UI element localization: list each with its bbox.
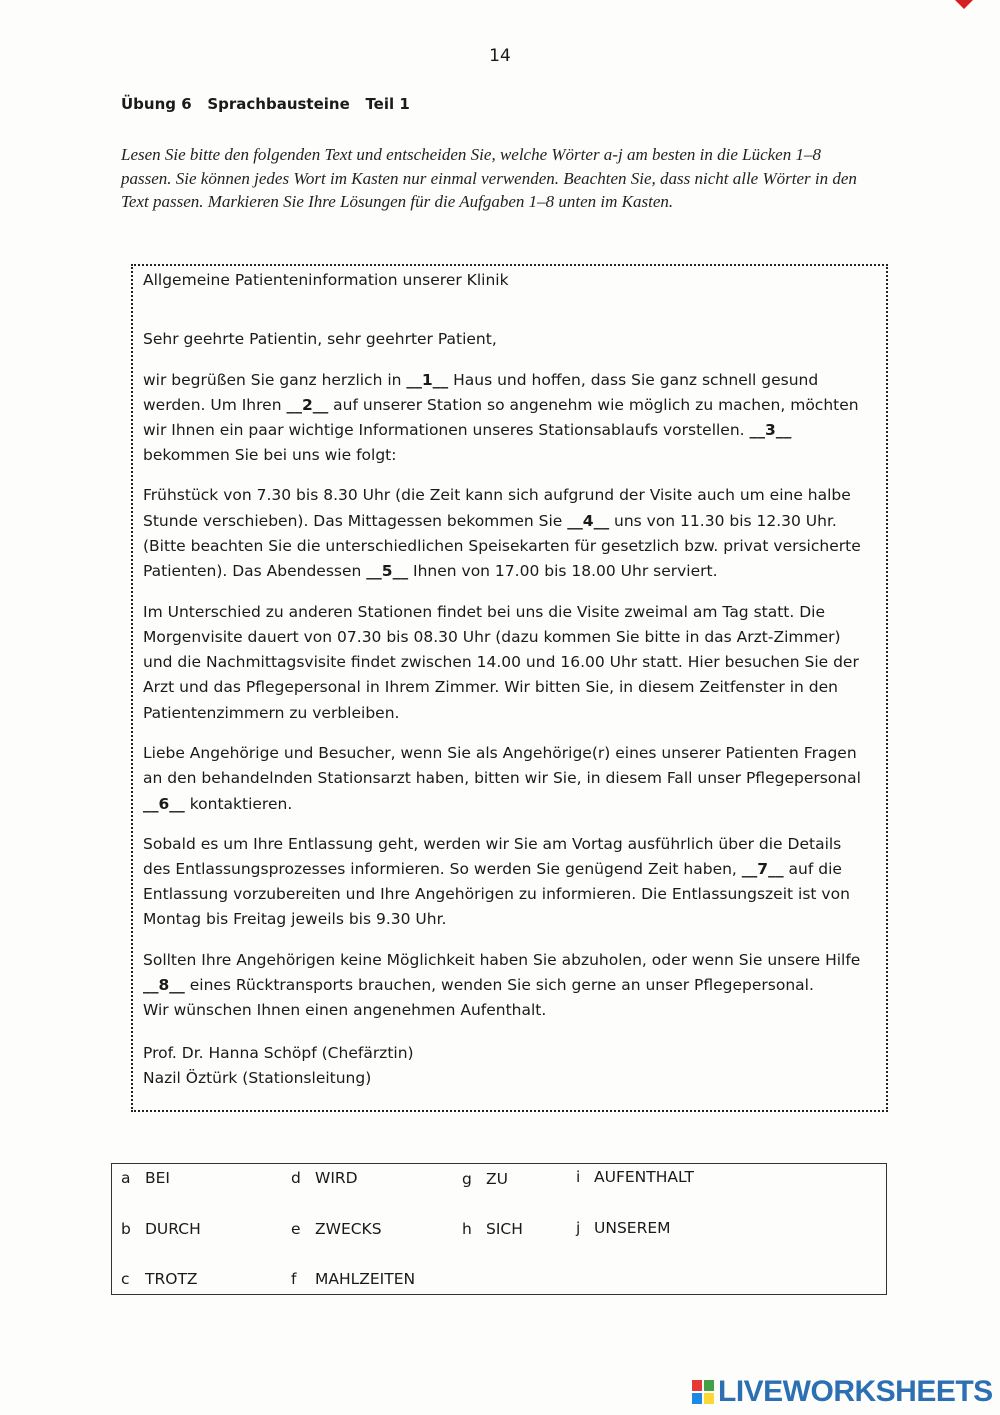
paragraph-2-line-2 (143, 509, 878, 535)
option-f[interactable] (291, 1270, 415, 1288)
exercise-instructions: Lesen Sie bitte den folgenden Text und entscheiden Sie, welche Wörter a-j am besten in die Lücken 1–8 passen. Sie können jedes Wort im Kasten nur einmal verwenden. Beachten Sie, dass nicht alle Wörter in den Text passen. Markieren Sie Ihre Lösungen für die Aufgaben 1–8 unten im Kasten. (121, 145, 857, 211)
text-segment: werden. Um Ihren (143, 396, 287, 414)
corner-marker (955, 0, 973, 9)
paragraph-6-line-1: Sollten Ihre Angehörigen keine Möglichkeit haben Sie abzuholen, oder wenn Sie unsere Hilfe (143, 951, 861, 969)
text-segment: des Entlassungsprozesses informieren. So werden Sie genügend Zeit haben, (143, 860, 742, 878)
logo-square (692, 1380, 702, 1391)
paragraph-3-line-2: Morgenvisite dauert von 07.30 bis 08.30 Uhr (dazu kommen Sie bitte in das Arzt-Zimmer) (143, 628, 841, 646)
exercise-title: Übung 6 Sprachbausteine Teil 1 (121, 95, 410, 113)
paragraph-1-line-4: bekommen Sie bei uns wie folgt: (143, 446, 397, 464)
text-segment: wir Ihnen ein paar wichtige Informationen unseres Stationsablaufs vorstellen. (143, 421, 750, 439)
option-word: TROTZ (145, 1270, 198, 1288)
text-segment: Patienten). Das Abendessen (143, 562, 367, 580)
paragraph-2-line-4 (143, 559, 878, 585)
logo-text: LIVEWORKSHEETS (718, 1375, 993, 1408)
option-letter: i (576, 1168, 581, 1186)
page-number: 14 (489, 46, 511, 66)
paragraph-3-line-4: Arzt und das Pflegepersonal in Ihrem Zimmer. Wir bitten Sie, in diesem Zeitfenster in den (143, 678, 838, 696)
option-letter: a (121, 1169, 131, 1187)
logo-square (704, 1393, 714, 1404)
option-word: DURCH (145, 1220, 201, 1238)
text-segment: auf die (783, 860, 842, 878)
paragraph-6-line-2 (143, 973, 878, 999)
text-segment: Ihnen von 17.00 bis 18.00 Uhr serviert. (408, 562, 718, 580)
gap-4[interactable]: __4__ (567, 512, 610, 530)
logo-square (692, 1393, 702, 1404)
paragraph-5-line-3: Entlassung vorzubereiten und Ihre Angehörigen zu informieren. Die Entlassungszeit ist von (143, 885, 850, 903)
text-segment: eines Rücktransports brauchen, wenden Sie sich gerne an unser Pflegepersonal. (184, 976, 814, 994)
option-i[interactable] (576, 1168, 694, 1186)
liveworksheets-logo (692, 1374, 993, 1410)
paragraph-3-line-3: und die Nachmittagsvisite findet zwischen 14.00 und 16.00 Uhr statt. Hier besuchen Sie der (143, 653, 859, 671)
text-segment: kontaktieren. (184, 795, 293, 813)
text-segment: wir begrüßen Sie ganz herzlich in (143, 371, 407, 389)
paragraph-1-line-2 (143, 393, 878, 419)
option-word: BEI (145, 1169, 170, 1187)
paragraph-5-line-1: Sobald es um Ihre Entlassung geht, werden wir Sie am Vortag ausführlich über die Details (143, 835, 842, 853)
paragraph-1-line-3 (143, 418, 878, 444)
paragraph-5-line-2 (143, 857, 878, 883)
option-c[interactable] (121, 1270, 198, 1288)
option-letter: h (462, 1220, 472, 1238)
option-word: SICH (486, 1220, 523, 1238)
paragraph-4-line-1: Liebe Angehörige und Besucher, wenn Sie als Angehörige(r) eines unserer Patienten Fragen (143, 744, 857, 762)
option-h[interactable] (462, 1220, 523, 1238)
paragraph-4-line-2: an den behandelnden Stationsarzt haben, bitten wir Sie, in diesem Fall unser Pflegepersonal (143, 769, 861, 787)
option-d[interactable] (291, 1169, 358, 1187)
option-letter: d (291, 1169, 301, 1187)
paragraph-2-line-1: Frühstück von 7.30 bis 8.30 Uhr (die Zeit kann sich aufgrund der Visite auch um eine halbe (143, 486, 851, 504)
option-g[interactable] (462, 1170, 508, 1188)
paragraph-6-line-3: Wir wünschen Ihnen einen angenehmen Aufenthalt. (143, 1001, 547, 1019)
paragraph-1-line-1 (143, 368, 878, 394)
gap-6[interactable]: __6__ (143, 795, 185, 813)
option-word: AUFENTHALT (594, 1168, 694, 1186)
paragraph-3-line-5: Patientenzimmern zu verbleiben. (143, 704, 400, 722)
option-letter: b (121, 1220, 131, 1238)
paragraph-3-line-1: Im Unterschied zu anderen Stationen findet bei uns die Visite zweimal am Tag statt. Die (143, 603, 826, 621)
text-segment: Haus und hoffen, dass Sie ganz schnell gesund (448, 371, 819, 389)
option-word: ZU (486, 1170, 508, 1188)
gap-8[interactable]: __8__ (143, 976, 185, 994)
gap-3[interactable]: __3__ (749, 421, 792, 439)
option-letter: j (576, 1219, 581, 1237)
gap-5[interactable]: __5__ (366, 562, 409, 580)
signature-line-2: Nazil Öztürk (Stationsleitung) (143, 1069, 372, 1087)
option-word: ZWECKS (315, 1220, 382, 1238)
signature-line-1: Prof. Dr. Hanna Schöpf (Chefärztin) (143, 1044, 414, 1062)
text-segment: auf unserer Station so angenehm wie möglich zu machen, möchten (328, 396, 859, 414)
text-segment: uns von 11.30 bis 12.30 Uhr. (609, 512, 837, 530)
gap-2[interactable]: __2__ (286, 396, 329, 414)
gap-7[interactable]: __7__ (741, 860, 784, 878)
option-word: UNSEREM (594, 1219, 671, 1237)
option-e[interactable] (291, 1220, 382, 1238)
option-word: WIRD (315, 1169, 358, 1187)
paragraph-5-line-4: Montag bis Freitag jeweils bis 9.30 Uhr. (143, 910, 447, 928)
paragraph-4-line-3 (143, 792, 878, 818)
text-segment: Stunde verschieben). Das Mittagessen bekommen Sie (143, 512, 568, 530)
letter-heading: Allgemeine Patienteninformation unserer Klinik (143, 271, 509, 289)
liveworksheets-logo-icon (692, 1380, 714, 1404)
option-letter: c (121, 1270, 130, 1288)
option-letter: f (291, 1270, 297, 1288)
gap-1[interactable]: __1__ (406, 371, 449, 389)
logo-square (704, 1380, 714, 1391)
option-j[interactable] (576, 1219, 671, 1237)
letter-salutation: Sehr geehrte Patientin, sehr geehrter Patient, (143, 330, 497, 348)
option-b[interactable] (121, 1220, 201, 1238)
option-a[interactable] (121, 1169, 170, 1187)
option-letter: e (291, 1220, 301, 1238)
option-letter: g (462, 1170, 472, 1188)
paragraph-2-line-3: (Bitte beachten Sie die unterschiedlichen Speisekarten für gesetzlich bzw. privat versicherte (143, 537, 861, 555)
option-word: MAHLZEITEN (315, 1270, 416, 1288)
